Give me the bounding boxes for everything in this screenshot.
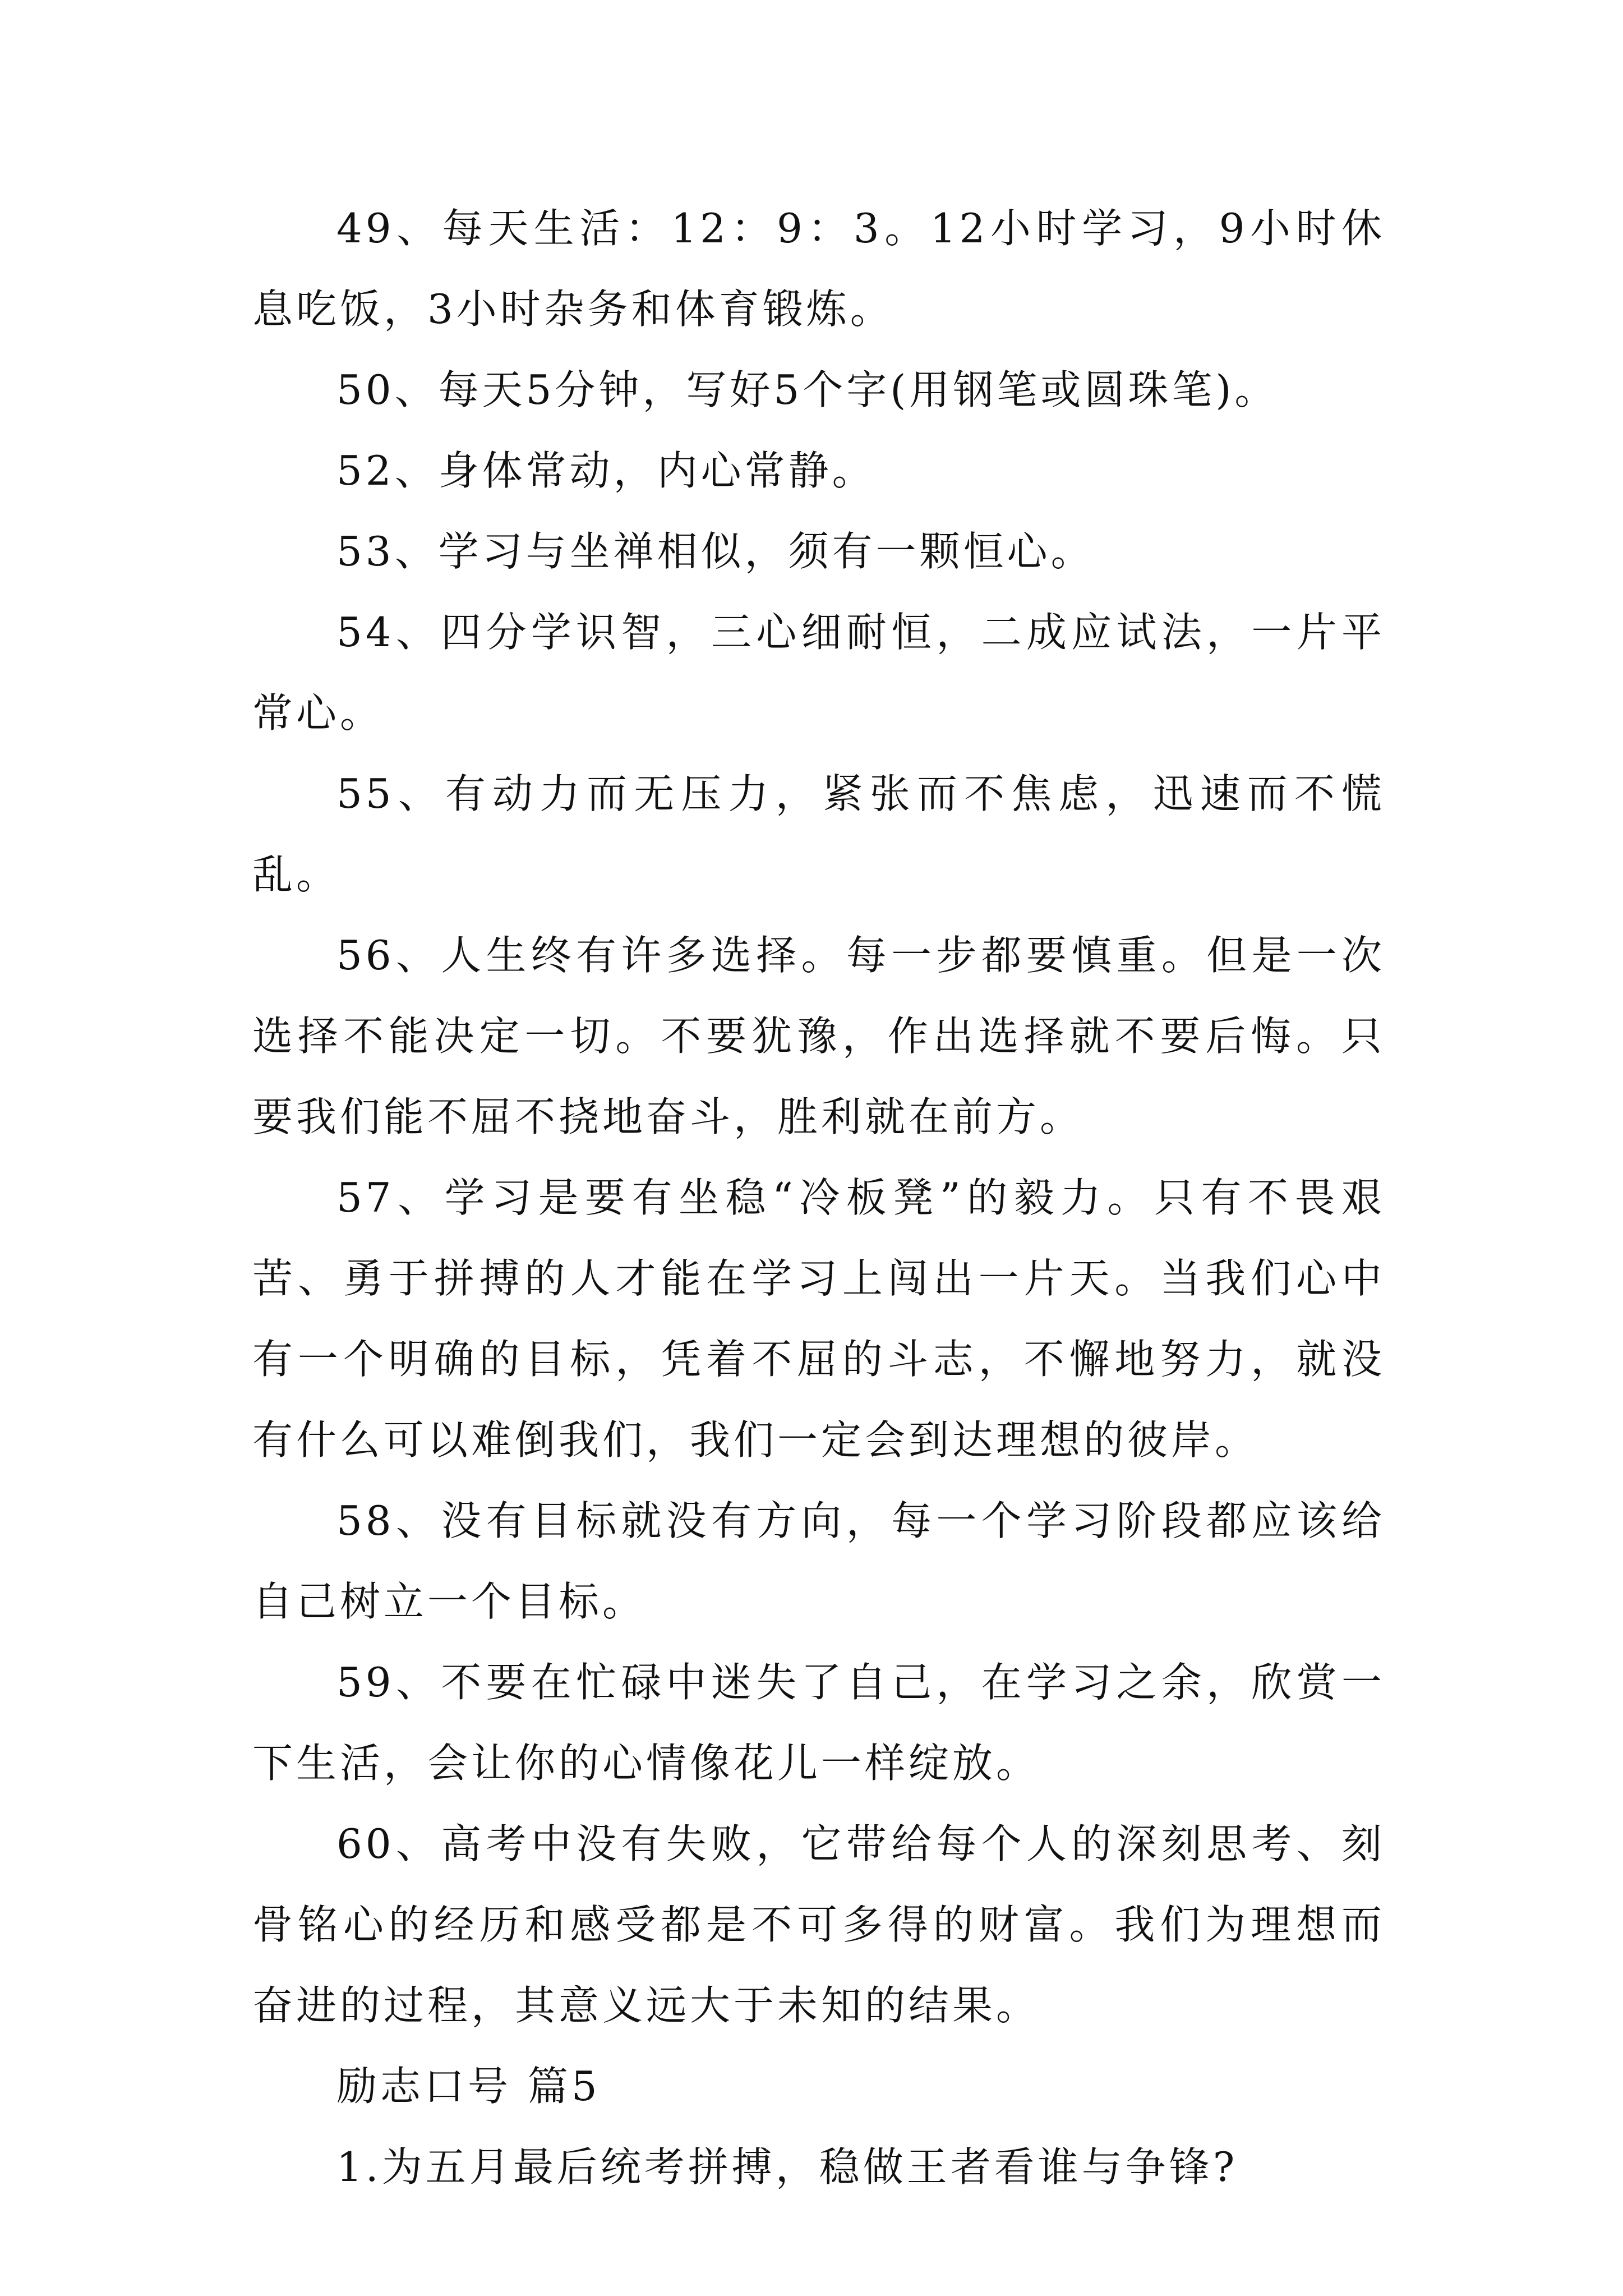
document-body (252, 188, 1385, 2207)
slogan-item-1: 1.为五月最后统考拼搏，稳做王者看谁与争锋? (336, 2143, 1238, 2191)
paragraph-60: 60、高考中没有失败，它带给每个人的深刻思考、刻骨铭心的经历和感受都是不可多得的财富。我们为理想而奋进的过程，其意义远大于未知的结果。 (252, 1820, 1385, 2029)
section-heading: 励志口号 篇5 (336, 2063, 601, 2110)
paragraph-57: 57、学习是要有坐稳“冷板凳”的毅力。只有不畏艰苦、勇于拼搏的人才能在学习上闯出一片天。当我们心中有一个明确的目标，凭着不屈的斗志，不懈地努力，就没有什么可以难倒我们，我们一定会到达理想的彼岸。 (252, 1174, 1385, 1464)
paragraph-52: 52、身体常动，内心常静。 (336, 447, 876, 494)
paragraph-56: 56、人生终有许多选择。每一步都要慎重。但是一次选择不能决定一切。不要犹豫，作出选择就不要后悔。只要我们能不屈不挠地奋斗，胜利就在前方。 (252, 932, 1385, 1140)
paragraph-55: 55、有动力而无压力，紧张而不焦虑，迅速而不慌乱。 (252, 770, 1385, 898)
paragraph-53: 53、学习与坐禅相似，须有一颗恒心。 (336, 528, 1095, 575)
paragraph-50: 50、每天5分钟，写好5个字(用钢笔或圆珠笔)。 (336, 366, 1279, 413)
paragraph-59: 59、不要在忙碌中迷失了自己，在学习之余，欣赏一下生活，会让你的心情像花儿一样绽放。 (252, 1659, 1385, 1787)
paragraph-54: 54、四分学识智，三心细耐恒，二成应试法，一片平常心。 (252, 609, 1385, 737)
paragraph-49: 49、每天生活：12：9：3。12小时学习，9小时休息吃饭，3小时杂务和体育锻炼。 (252, 205, 1385, 333)
paragraph-58: 58、没有目标就没有方向，每一个学习阶段都应该给自己树立一个目标。 (252, 1497, 1385, 1625)
